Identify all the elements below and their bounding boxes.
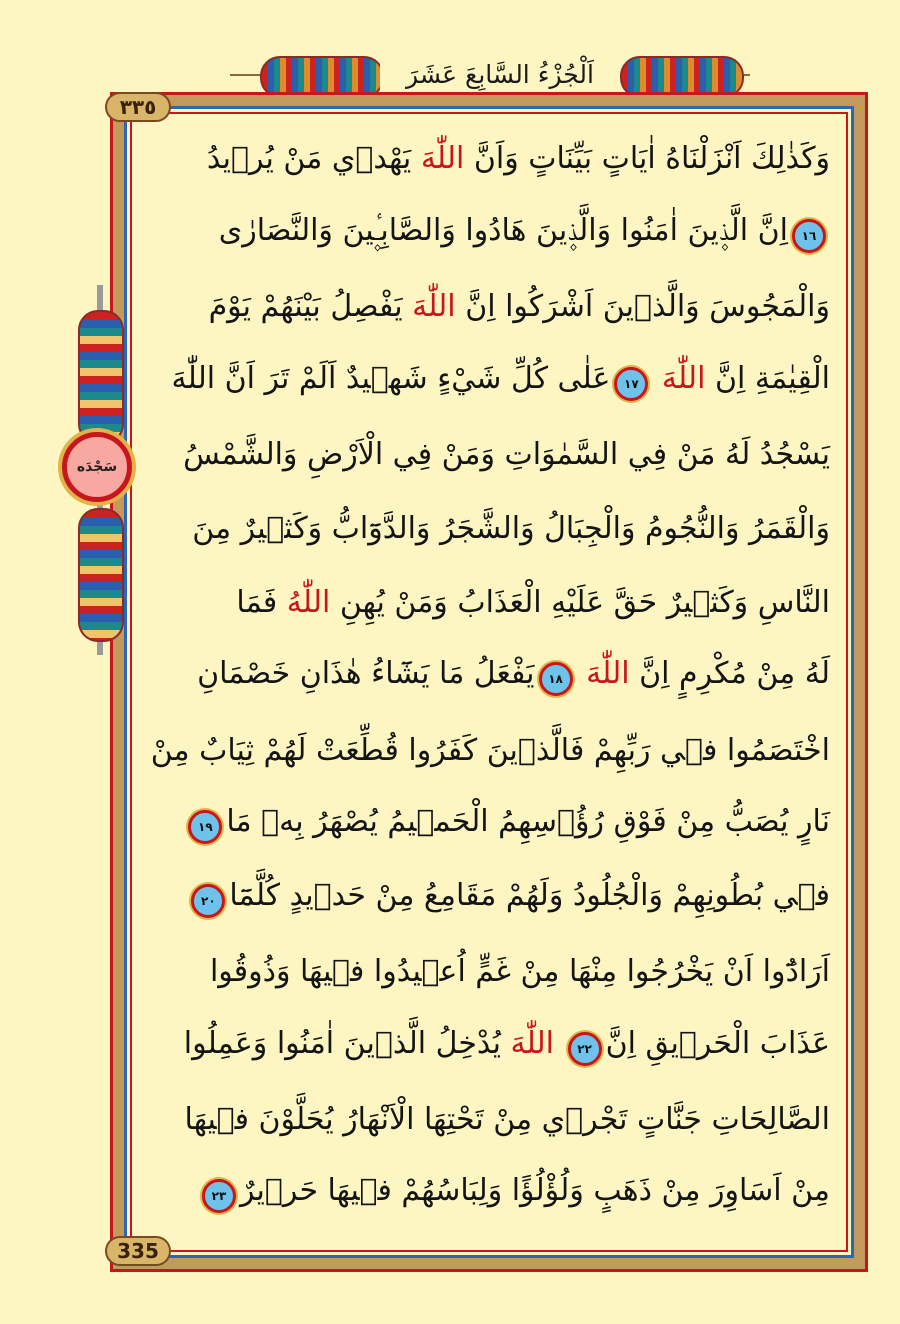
verse-line: مِنْ اَسَاوِرَ مِنْ ذَهَبٍ وَلُؤْلُؤًا وَلِبَاسُهُمْ ف۪يهَا حَر۪يرٌ٢٣: [140, 1156, 830, 1230]
juz-title: اَلْجُزْءُ السَّابِعَ عَشَرَ: [380, 48, 620, 100]
sajdah-marker: سَجْدَه: [62, 432, 132, 502]
verse-line: اخْتَصَمُوا ف۪ي رَبِّهِمْ فَالَّذ۪ينَ كَفَرُوا قُطِّعَتْ لَهُمْ ثِيَابٌ مِنْ: [150, 732, 830, 768]
verse-text-area: [140, 122, 830, 1232]
verse-line: ١٦اِنَّ الَّذ۪ينَ اٰمَنُوا وَالَّذ۪ينَ هَادُوا وَالصَّابِـ۪ٔينَ وَالنَّصَارٰى: [140, 196, 830, 270]
ayah-marker: ٢٢: [568, 1032, 602, 1066]
page-number-bottom: 335: [105, 1236, 171, 1266]
ayah-marker: ٢٣: [202, 1179, 236, 1213]
verse-line: النَّاسِ وَكَث۪يرٌ حَقَّ عَلَيْهِ الْعَذَابُ وَمَنْ يُهِنِ اللّٰهُ فَمَا: [236, 584, 830, 620]
ayah-marker: ١٧: [614, 367, 648, 401]
verse-line: عَذَابَ الْحَر۪يقِ اِنَّ٢٢ اللّٰهَ يُدْخِلُ الَّذ۪ينَ اٰمَنُوا وَعَمِلُوا: [140, 1009, 830, 1083]
ayah-marker: ١٨: [539, 662, 573, 696]
page-number-top: ٣٣٥: [105, 92, 171, 122]
verse-line: اَرَادُٓوا اَنْ يَخْرُجُوا مِنْهَا مِنْ غَمٍّ اُع۪يدُوا ف۪يهَا وَذُوقُوا: [209, 954, 830, 990]
verse-line: وَالْقَمَرُ وَالنُّجُومُ وَالْجِبَالُ وَالشَّجَرُ وَالدَّوَٓابُّ وَكَث۪يرٌ مِنَ: [192, 510, 830, 546]
verse-line: لَهُ مِنْ مُكْرِمٍ اِنَّ اللّٰهَ ١٨يَفْعَلُ مَا يَشَٓاءُ هٰذَانِ خَصْمَانِ: [140, 639, 830, 713]
verse-line: وَكَذٰلِكَ اَنْزَلْنَاهُ اٰيَاتٍ بَيِّنَاتٍ وَاَنَّ اللّٰهَ يَهْد۪ي مَنْ يُر۪يدُ: [206, 141, 830, 177]
ayah-marker: ١٩: [188, 810, 222, 844]
ayah-marker: ٢٠: [191, 884, 225, 918]
verse-line: الْقِيٰمَةِ اِنَّ اللّٰهَ ١٧عَلٰى كُلِّ شَيْءٍ شَه۪يدٌ اَلَمْ تَرَ اَنَّ اللّٰهَ: [140, 344, 830, 418]
sajdah-ornament-top-icon: [78, 310, 124, 444]
verse-line: نَارٍ يُصَبُّ مِنْ فَوْقِ رُؤُ۫سِهِمُ الْحَم۪يمُ يُصْهَرُ بِه۪ مَا١٩: [140, 787, 830, 861]
sajdah-ornament-bottom-icon: [78, 508, 124, 642]
verse-line: يَسْجُدُ لَهُ مَنْ فِي السَّمٰوَاتِ وَمَنْ فِي الْاَرْضِ وَالشَّمْسُ: [183, 437, 830, 472]
verse-line: الصَّالِحَاتِ جَنَّاتٍ تَجْر۪ي مِنْ تَحْتِهَا الْاَنْهَارُ يُحَلَّوْنَ ف۪يهَا: [184, 1102, 830, 1138]
verse-line: ف۪ي بُطُونِهِمْ وَالْجُلُودُ وَلَهُمْ مَقَامِعُ مِنْ حَد۪يدٍ كُلَّمَٓا٢٠: [140, 861, 830, 935]
verse-line: وَالْمَجُوسَ وَالَّذ۪ينَ اَشْرَكُوا اِنَّ اللّٰهَ يَفْصِلُ بَيْنَهُمْ يَوْمَ: [208, 289, 830, 325]
ayah-marker: ١٦: [792, 219, 826, 253]
